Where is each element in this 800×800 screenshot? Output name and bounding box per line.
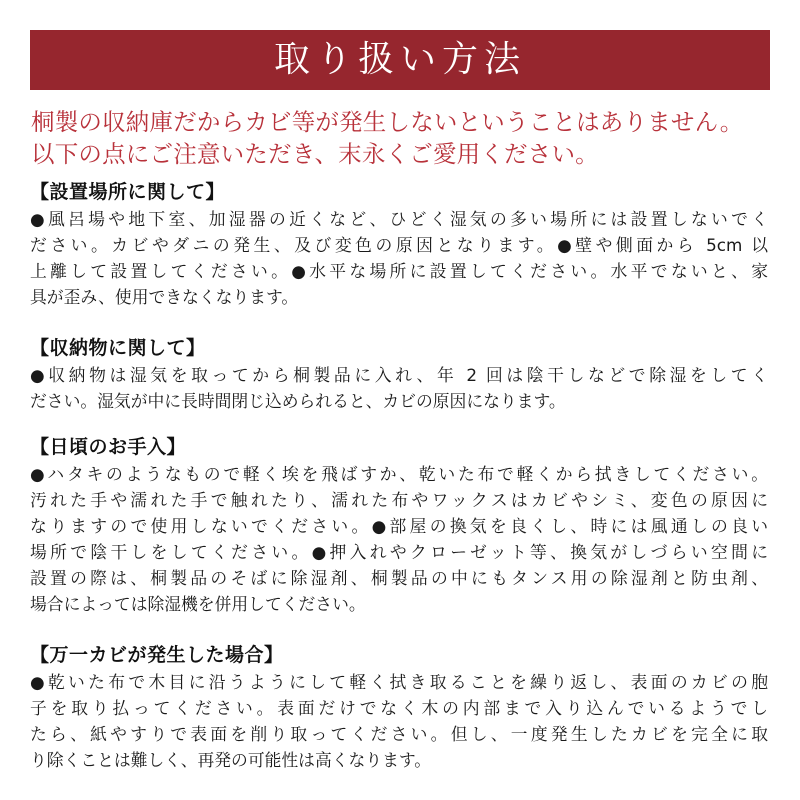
section-body	[30, 461, 770, 617]
body-line: 子を取り払ってください。表面だけでなく木の内部まで入り込んでいるようでし	[30, 698, 768, 718]
body-line: ださい。カビやダニの発生、及び変色の原因となります。●壁や側面から 5cm 以	[30, 235, 768, 255]
section-heading: 【収納物に関して】	[30, 337, 206, 359]
title-banner	[30, 30, 770, 90]
body-line: ●乾いた布で木目に沿うようにして軽く拭き取ることを繰り返し、表面のカビの胞	[30, 672, 768, 692]
body-line: ださい。湿気が中に長時間閉じ込められると、カビの原因になります。	[30, 391, 566, 411]
section-body	[30, 362, 770, 414]
body-line: 上離して設置してください。●水平な場所に設置してください。水平でないと、家	[30, 261, 768, 281]
body-line: ●収納物は湿気を取ってから桐製品に入れ、年 2 回は陰干しなどで除湿をしてく	[30, 365, 768, 385]
section-body	[30, 206, 770, 310]
section-heading: 【万一カビが発生した場合】	[30, 644, 284, 666]
body-line: なりますので使用しないでください。●部屋の換気を良くし、時には風通しの良い	[30, 516, 768, 536]
body-line: り除くことは難しく、再発の可能性は高くなります。	[30, 750, 432, 770]
intro-line: 以下の点にご注意いただき、末永くご愛用ください。	[31, 140, 599, 168]
page-title: 取り扱い方法	[273, 39, 526, 80]
body-line: 具が歪み、使用できなくなります。	[30, 287, 299, 307]
intro-line: 桐製の収納庫だからカビ等が発生しないということはありません。	[31, 108, 744, 136]
intro-notice	[31, 106, 771, 170]
section-daily-care	[30, 435, 770, 617]
body-line: 設置の際は、桐製品のそばに除湿剤、桐製品の中にもタンス用の除湿剤と防虫剤、	[30, 568, 768, 588]
section-stored-items	[30, 336, 770, 414]
section-heading: 【設置場所に関して】	[30, 181, 226, 203]
section-installation-location	[30, 180, 770, 310]
body-line: ●風呂場や地下室、加湿器の近くなど、ひどく湿気の多い場所には設置しないでく	[30, 209, 768, 229]
body-line: ●ハタキのようなもので軽く埃を飛ばすか、乾いた布で軽くから拭きしてください。	[30, 464, 768, 484]
section-heading: 【日頃のお手入】	[30, 436, 187, 458]
section-body	[30, 669, 770, 773]
body-line: たら、紙やすりで表面を削り取ってください。但し、一度発生したカビを完全に取	[30, 724, 768, 744]
section-mold-occurrence	[30, 643, 770, 773]
body-line: 場合によっては除湿機を併用してください。	[30, 594, 366, 614]
body-line: 場所で陰干しをしてください。●押入れやクローゼット等、換気がしづらい空間に	[30, 542, 768, 562]
body-line: 汚れた手や濡れた手で触れたり、濡れた布やワックスはカビやシミ、変色の原因に	[30, 490, 768, 510]
